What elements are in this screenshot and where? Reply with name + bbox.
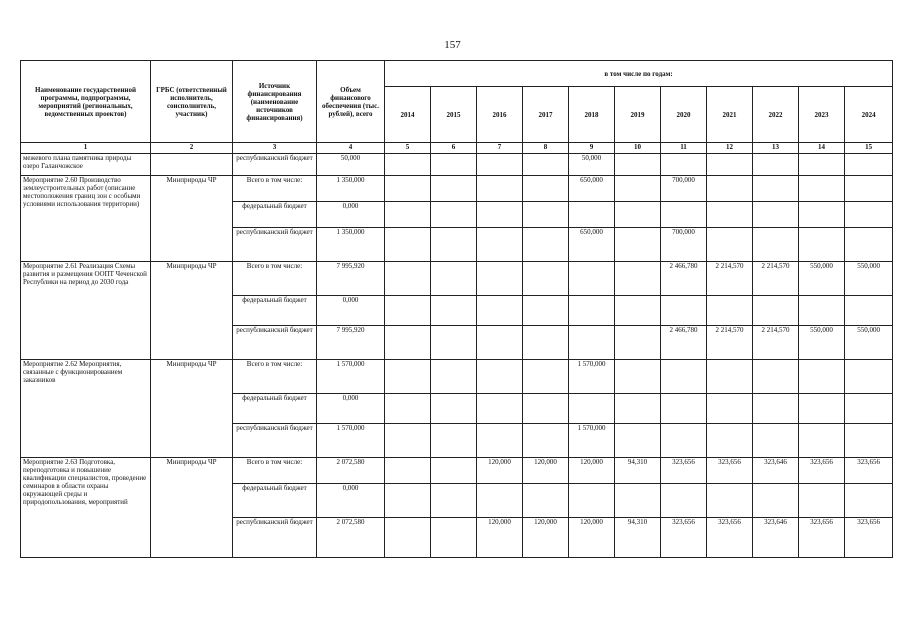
total-volume: 2 072,580 xyxy=(317,458,385,484)
year-value: 323,656 xyxy=(661,458,707,484)
total-volume: 7 995,920 xyxy=(317,262,385,296)
year-value xyxy=(431,228,477,262)
year-value xyxy=(385,296,431,326)
year-value xyxy=(707,394,753,424)
year-value: 2 466,780 xyxy=(661,262,707,296)
year-value xyxy=(661,360,707,394)
year-value xyxy=(477,360,523,394)
header-year: 2018 xyxy=(569,87,615,143)
year-value xyxy=(477,424,523,458)
year-value xyxy=(431,202,477,228)
year-value xyxy=(523,228,569,262)
year-value: 323,646 xyxy=(753,458,799,484)
year-value xyxy=(569,202,615,228)
column-number: 12 xyxy=(707,143,753,154)
table-row xyxy=(21,262,893,296)
year-value xyxy=(845,176,893,202)
header-volume: Объем финансового обеспечения (тыс. рублей), всего xyxy=(317,61,385,143)
header-source: Источник финансирования (наименование источников финансирования) xyxy=(233,61,317,143)
total-volume: 1 570,000 xyxy=(317,424,385,458)
year-value xyxy=(431,262,477,296)
year-value: 120,000 xyxy=(477,518,523,558)
year-value xyxy=(799,360,845,394)
total-volume: 50,000 xyxy=(317,154,385,176)
funding-source: Всего в том числе: xyxy=(233,262,317,296)
year-value xyxy=(477,202,523,228)
year-value xyxy=(385,458,431,484)
year-value xyxy=(569,484,615,518)
year-value xyxy=(615,424,661,458)
year-value: 120,000 xyxy=(523,458,569,484)
year-value xyxy=(753,228,799,262)
year-value xyxy=(753,424,799,458)
year-value xyxy=(661,484,707,518)
year-value xyxy=(523,424,569,458)
funding-source: федеральный бюджет xyxy=(233,202,317,228)
year-value xyxy=(385,424,431,458)
year-value xyxy=(707,424,753,458)
year-value xyxy=(845,202,893,228)
year-value xyxy=(431,394,477,424)
year-value xyxy=(385,176,431,202)
table-row xyxy=(21,154,893,176)
year-value xyxy=(615,202,661,228)
funding-source: Всего в том числе: xyxy=(233,458,317,484)
year-value xyxy=(845,154,893,176)
year-value xyxy=(661,394,707,424)
column-number: 5 xyxy=(385,143,431,154)
year-value xyxy=(615,262,661,296)
year-value xyxy=(753,202,799,228)
year-value: 2 214,570 xyxy=(753,326,799,360)
year-value: 2 214,570 xyxy=(707,262,753,296)
activity-name: межевого плана памятника природы озеро Галанчожское xyxy=(21,154,151,176)
year-value xyxy=(477,296,523,326)
year-value: 550,000 xyxy=(845,262,893,296)
grbs-cell: Минприроды ЧР xyxy=(151,176,233,262)
column-number: 2 xyxy=(151,143,233,154)
year-value xyxy=(385,202,431,228)
header-year: 2015 xyxy=(431,87,477,143)
year-value xyxy=(845,394,893,424)
table-row xyxy=(21,176,893,202)
year-value xyxy=(477,154,523,176)
total-volume: 0,000 xyxy=(317,296,385,326)
year-value: 700,000 xyxy=(661,228,707,262)
year-value: 94,310 xyxy=(615,518,661,558)
year-value: 1 570,000 xyxy=(569,360,615,394)
grbs-cell: Минприроды ЧР xyxy=(151,360,233,458)
year-value xyxy=(385,228,431,262)
year-value xyxy=(569,262,615,296)
year-value xyxy=(431,424,477,458)
year-value: 323,656 xyxy=(707,458,753,484)
total-volume: 1 350,000 xyxy=(317,176,385,202)
column-number: 4 xyxy=(317,143,385,154)
page-number: 157 xyxy=(444,39,461,51)
header-year: 2021 xyxy=(707,87,753,143)
total-volume: 0,000 xyxy=(317,202,385,228)
header-year: 2016 xyxy=(477,87,523,143)
year-value xyxy=(753,394,799,424)
year-value xyxy=(799,154,845,176)
funding-source: Всего в том числе: xyxy=(233,360,317,394)
column-number: 11 xyxy=(661,143,707,154)
year-value xyxy=(523,484,569,518)
year-value xyxy=(615,484,661,518)
year-value: 323,656 xyxy=(707,518,753,558)
header-year: 2019 xyxy=(615,87,661,143)
header-year: 2014 xyxy=(385,87,431,143)
year-value: 323,656 xyxy=(845,458,893,484)
column-number: 10 xyxy=(615,143,661,154)
column-number: 13 xyxy=(753,143,799,154)
year-value xyxy=(753,154,799,176)
activity-name: Мероприятие 2.63 Подготовка, переподготовка и повышение квалификации специалистов, проведение семинаров в области охраны окружающей среды и природопользования, мероприятий xyxy=(21,458,151,558)
year-value xyxy=(477,484,523,518)
year-value xyxy=(385,518,431,558)
year-value xyxy=(385,154,431,176)
year-value xyxy=(707,176,753,202)
total-volume: 0,000 xyxy=(317,394,385,424)
year-value: 50,000 xyxy=(569,154,615,176)
year-value: 1 570,000 xyxy=(569,424,615,458)
year-value xyxy=(477,326,523,360)
year-value: 323,646 xyxy=(753,518,799,558)
year-value xyxy=(707,154,753,176)
header-year: 2022 xyxy=(753,87,799,143)
year-value xyxy=(845,360,893,394)
funding-source: республиканский бюджет xyxy=(233,326,317,360)
funding-source: федеральный бюджет xyxy=(233,394,317,424)
total-volume: 1 350,000 xyxy=(317,228,385,262)
year-value xyxy=(523,202,569,228)
grbs-cell: Минприроды ЧР xyxy=(151,262,233,360)
activity-name: Мероприятие 2.60 Производство землеустроительных работ (описание местоположения границ зон с особыми условиями использования территории) xyxy=(21,176,151,262)
year-value: 650,000 xyxy=(569,228,615,262)
year-value: 550,000 xyxy=(845,326,893,360)
year-value xyxy=(523,262,569,296)
funding-source: республиканский бюджет xyxy=(233,424,317,458)
header-year: 2017 xyxy=(523,87,569,143)
year-value: 550,000 xyxy=(799,262,845,296)
year-value: 323,656 xyxy=(845,518,893,558)
activity-name: Мероприятие 2.62 Мероприятия, связанные с функционированием заказников xyxy=(21,360,151,458)
year-value xyxy=(661,296,707,326)
year-value xyxy=(753,360,799,394)
financing-table xyxy=(20,60,893,558)
year-value xyxy=(385,360,431,394)
total-volume: 0,000 xyxy=(317,484,385,518)
year-value: 700,000 xyxy=(661,176,707,202)
year-value xyxy=(799,202,845,228)
year-value xyxy=(431,458,477,484)
funding-source: федеральный бюджет xyxy=(233,296,317,326)
year-value xyxy=(799,176,845,202)
year-value xyxy=(569,296,615,326)
header-year: 2023 xyxy=(799,87,845,143)
funding-source: федеральный бюджет xyxy=(233,484,317,518)
funding-source: республиканский бюджет xyxy=(233,228,317,262)
funding-source: Всего в том числе: xyxy=(233,176,317,202)
column-number: 9 xyxy=(569,143,615,154)
year-value xyxy=(523,176,569,202)
year-value xyxy=(661,202,707,228)
year-value xyxy=(707,228,753,262)
total-volume: 7 995,920 xyxy=(317,326,385,360)
year-value: 323,656 xyxy=(799,518,845,558)
header-years-group: в том числе по годам: xyxy=(385,61,893,87)
year-value xyxy=(431,296,477,326)
year-value xyxy=(385,394,431,424)
year-value xyxy=(799,394,845,424)
total-volume: 2 072,580 xyxy=(317,518,385,558)
year-value: 94,310 xyxy=(615,458,661,484)
year-value xyxy=(845,296,893,326)
year-value xyxy=(431,484,477,518)
year-value: 2 466,780 xyxy=(661,326,707,360)
grbs-cell: Минприроды ЧР xyxy=(151,458,233,558)
year-value xyxy=(385,484,431,518)
year-value xyxy=(477,262,523,296)
year-value xyxy=(615,176,661,202)
year-value xyxy=(615,394,661,424)
year-value xyxy=(477,228,523,262)
column-number: 3 xyxy=(233,143,317,154)
year-value xyxy=(707,296,753,326)
year-value xyxy=(615,326,661,360)
year-value xyxy=(615,360,661,394)
year-value xyxy=(615,296,661,326)
year-value xyxy=(523,154,569,176)
year-value xyxy=(707,202,753,228)
header-grbs: ГРБС (ответственный исполнитель, соисполнитель, участник) xyxy=(151,61,233,143)
header-name: Наименование государственной программы, подпрограммы, мероприятий (региональных, ведомственных проектов) xyxy=(21,61,151,143)
year-value xyxy=(707,360,753,394)
year-value xyxy=(753,176,799,202)
column-number: 6 xyxy=(431,143,477,154)
year-value xyxy=(523,394,569,424)
year-value: 120,000 xyxy=(569,458,615,484)
column-number: 14 xyxy=(799,143,845,154)
year-value: 120,000 xyxy=(523,518,569,558)
year-value xyxy=(431,518,477,558)
year-value xyxy=(615,228,661,262)
table-row xyxy=(21,458,893,484)
year-value xyxy=(753,484,799,518)
year-value: 2 214,570 xyxy=(707,326,753,360)
year-value xyxy=(431,176,477,202)
total-volume: 1 570,000 xyxy=(317,360,385,394)
year-value xyxy=(477,176,523,202)
year-value xyxy=(523,326,569,360)
year-value xyxy=(661,154,707,176)
year-value xyxy=(431,326,477,360)
year-value: 323,656 xyxy=(799,458,845,484)
column-number: 15 xyxy=(845,143,893,154)
year-value xyxy=(799,296,845,326)
year-value xyxy=(799,228,845,262)
year-value xyxy=(707,484,753,518)
year-value xyxy=(431,154,477,176)
activity-name: Мероприятие 2.61 Реализация Схемы развития и размещения ООПТ Чеченской Республики на период до 2030 года xyxy=(21,262,151,360)
year-value xyxy=(385,326,431,360)
year-value xyxy=(477,394,523,424)
year-value xyxy=(523,296,569,326)
year-value xyxy=(569,326,615,360)
year-value xyxy=(431,360,477,394)
grbs-cell xyxy=(151,154,233,176)
header-year: 2024 xyxy=(845,87,893,143)
year-value: 120,000 xyxy=(569,518,615,558)
year-value xyxy=(799,424,845,458)
year-value xyxy=(753,296,799,326)
year-value xyxy=(661,424,707,458)
column-number: 7 xyxy=(477,143,523,154)
year-value xyxy=(569,394,615,424)
year-value: 120,000 xyxy=(477,458,523,484)
year-value xyxy=(845,228,893,262)
year-value: 650,000 xyxy=(569,176,615,202)
column-number: 1 xyxy=(21,143,151,154)
year-value: 323,656 xyxy=(661,518,707,558)
column-number: 8 xyxy=(523,143,569,154)
year-value xyxy=(523,360,569,394)
year-value xyxy=(845,484,893,518)
year-value xyxy=(385,262,431,296)
funding-source: республиканский бюджет xyxy=(233,154,317,176)
year-value xyxy=(799,484,845,518)
year-value: 550,000 xyxy=(799,326,845,360)
header-year: 2020 xyxy=(661,87,707,143)
table-row xyxy=(21,360,893,394)
year-value xyxy=(845,424,893,458)
year-value: 2 214,570 xyxy=(753,262,799,296)
funding-source: республиканский бюджет xyxy=(233,518,317,558)
year-value xyxy=(615,154,661,176)
